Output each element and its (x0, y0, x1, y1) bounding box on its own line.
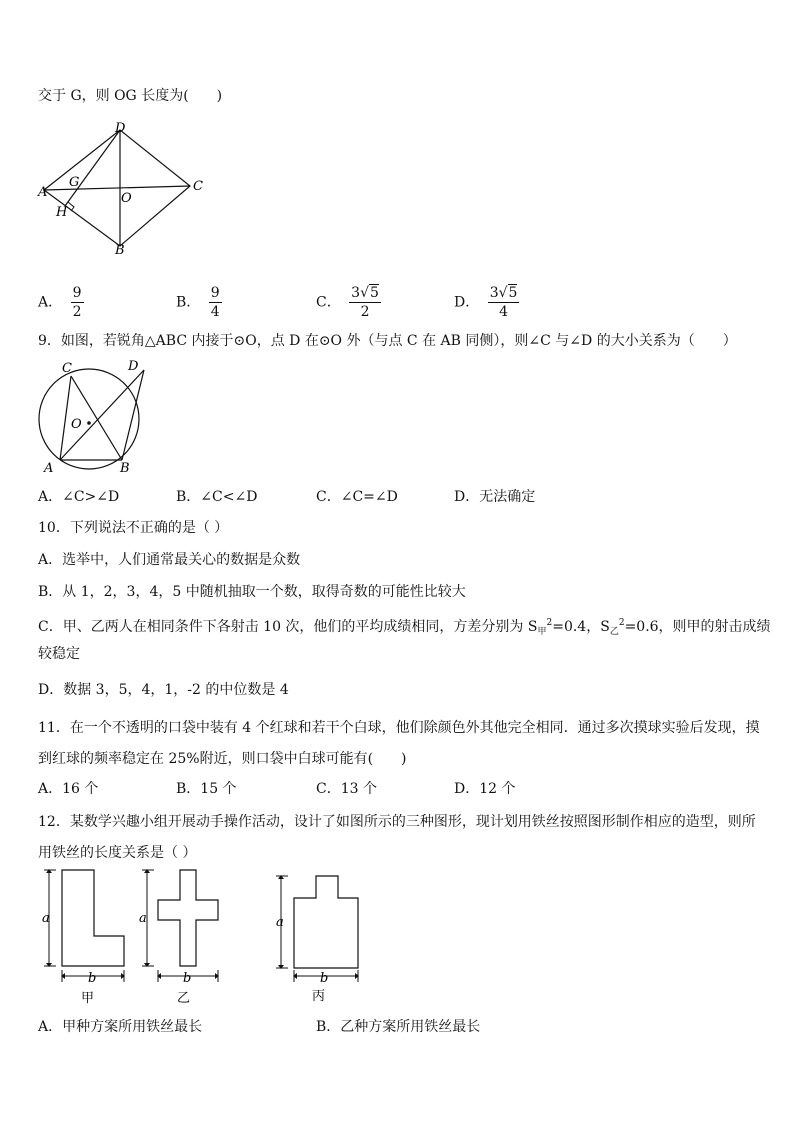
label-A: A (44, 461, 54, 476)
q11-option-a: A．16 个 (38, 781, 99, 797)
q10-option-b: B．从 1，2，3，4，5 中随机抽取一个数，取得奇数的可能性比较大 (38, 584, 466, 600)
shape-bing-figure (268, 866, 368, 1008)
label-G: G (69, 175, 80, 190)
q11-stem-line2: 到红球的频率稳定在 25%附近，则口袋中白球可能有( ) (38, 751, 407, 767)
rhombus-figure (32, 118, 212, 258)
q10-option-d: D．数据 3，5，4，1，-2 的中位数是 4 (38, 682, 289, 698)
label-C: C (62, 361, 72, 376)
q8-option-b: B． $\frac{9}{4}$ (176, 285, 220, 320)
q11-stem-line1: 11．在一个不透明的口袋中装有 4 个红球和若干个白球，他们除颜色外其他完全相同．通过多次摸球实验后发现，摸 (38, 720, 760, 736)
label-a: a (276, 915, 284, 930)
q11-option-c: C．13 个 (316, 781, 377, 797)
label-C: C (193, 179, 203, 194)
q11-option-d: D．12 个 (454, 781, 516, 797)
label-A: A (38, 185, 48, 200)
circle-figure (34, 356, 154, 478)
q9-option-b: B．∠C<∠D (176, 489, 258, 505)
label-O: O (121, 191, 132, 206)
label-D: D (128, 359, 139, 374)
q9-stem: 9．如图，若锐角△ABC 内接于⊙O，点 D 在⊙O 外（与点 C 在 AB 同侧），则∠C 与∠D 的大小关系为（ ） (38, 333, 737, 349)
q10-option-c: C．甲、乙两人在相同条件下各射击 10 次，他们的平均成绩相同，方差分别为 $S_甲^2=0.4$，$S_乙^2=0.6$，则甲的射击成绩 (38, 618, 771, 637)
q10-option-c-cont: 较稳定 (38, 646, 80, 662)
label-D: D (115, 121, 126, 136)
q12-stem-line1: 12．某数学兴趣小组开展动手操作活动，设计了如图所示的三种图形，现计划用铁丝按照图形制作相应的造型，则所 (38, 814, 756, 830)
label-B: B (120, 461, 130, 476)
q9-option-d: D．无法确定 (454, 489, 536, 505)
label-B: B (115, 243, 125, 258)
q10-stem: 10．下列说法不正确的是（ ） (38, 520, 229, 536)
caption-yi: 乙 (177, 991, 191, 1006)
label-a: a (139, 911, 147, 926)
shape-jia-figure (34, 866, 134, 1008)
label-b: b (320, 971, 329, 986)
q9-option-c: C．∠C=∠D (316, 489, 398, 505)
q12-option-a: A．甲种方案所用铁丝最长 (38, 1019, 203, 1035)
label-a: a (42, 911, 50, 926)
q10-option-a: A．选举中，人们通常最关心的数据是众数 (38, 552, 301, 568)
q11-option-b: B．15 个 (176, 781, 237, 797)
caption-jia: 甲 (81, 991, 95, 1006)
q12-stem-line2: 用铁丝的长度关系是（ ） (38, 845, 197, 861)
q8-stem-tail: 交于 G，则 OG 长度为( ) (38, 88, 223, 104)
shape-yi-figure (134, 866, 234, 1008)
q8-option-c: C． $\frac{3√5}{2}$ (316, 285, 379, 320)
q8-option-d: D． $\frac{3√5}{4}$ (454, 285, 518, 320)
q12-option-b: B．乙种方案所用铁丝最长 (316, 1019, 481, 1035)
caption-bing: 丙 (312, 989, 326, 1004)
q9-option-a: A．∠C>∠D (38, 489, 120, 505)
label-O: O (71, 417, 82, 432)
q8-option-a: A． $\frac{9}{2}$ (38, 285, 82, 320)
label-b: b (183, 971, 192, 986)
label-b: b (88, 971, 97, 986)
label-H: H (56, 205, 68, 220)
